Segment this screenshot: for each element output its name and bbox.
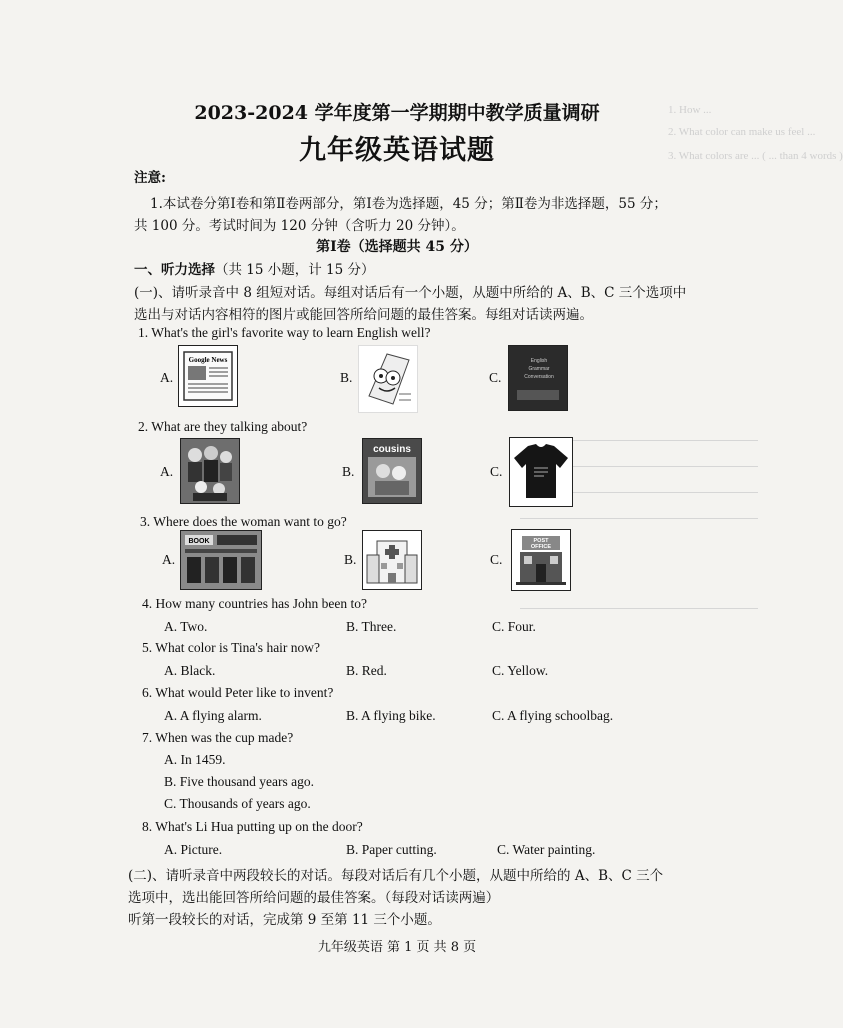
- tshirt-icon: [509, 437, 573, 507]
- option-a-label: A.: [162, 552, 176, 567]
- page-footer: 九年级英语 第 1 页 共 8 页: [317, 940, 477, 955]
- bleed-rule: [520, 518, 758, 519]
- svg-text:Conversation: Conversation: [524, 374, 554, 380]
- section1-note: （共 15 小题，计 15 分）: [215, 262, 375, 278]
- question-3: 3. Where does the woman want to go?: [140, 514, 347, 529]
- sub2-instruction-2: 选项中，选出能回答所给问题的最佳答案。（每段对话读两遍）: [128, 890, 500, 906]
- question-1: 1. What's the girl's favorite way to learn English well?: [138, 325, 431, 340]
- option-c: C. Water painting.: [497, 842, 596, 857]
- option-b-label: B.: [340, 370, 353, 385]
- bleed-rule: [520, 608, 758, 609]
- option-b-label: B.: [342, 464, 355, 479]
- question-2: 2. What are they talking about?: [138, 419, 308, 434]
- bookstore-icon: [180, 530, 262, 590]
- question-6: 6. What would Peter like to invent?: [142, 685, 334, 700]
- option-b: B. Red.: [346, 663, 387, 678]
- notice-line-2: 共 100 分。考试时间为 120 分钟（含听力 20 分钟）。: [134, 218, 465, 234]
- option-c: C. A flying schoolbag.: [492, 708, 614, 723]
- cousins-text: cousins: [373, 444, 411, 455]
- question-4: 4. How many countries has John been to?: [142, 596, 367, 611]
- option-b: B. Three.: [346, 619, 397, 634]
- sub1-instruction-1: (一)、请听录音中 8 组短对话。每组对话后有一个小题，从题中所给的 A、B、C 三个选项中: [134, 285, 687, 301]
- option-a-label: A.: [160, 464, 174, 479]
- sub2-instruction-1: (二)、请听录音中两段较长的对话。每段对话后有几个小题，从题中所给的 A、B、C 三个: [128, 868, 664, 884]
- section1-title: 一、听力选择: [134, 262, 215, 278]
- family-photo-icon: [180, 438, 240, 504]
- option-b: B. Five thousand years ago.: [164, 774, 314, 789]
- option-a: A. Two.: [164, 619, 208, 634]
- bleed-text: 3. What colors are ... ( ... than 4 words ): [668, 150, 843, 162]
- book-sign-text: BOOK: [188, 538, 210, 545]
- option-c: C. Thousands of years ago.: [164, 796, 311, 811]
- option-a: A. Picture.: [164, 842, 223, 857]
- question-5: 5. What color is Tina's hair now?: [142, 640, 321, 655]
- svg-text:Grammar: Grammar: [528, 366, 550, 372]
- option-c-label: C.: [489, 370, 502, 385]
- option-c: C. Four.: [492, 619, 536, 634]
- question-7: 7. When was the cup made?: [142, 730, 294, 745]
- option-b: B. Paper cutting.: [346, 842, 437, 857]
- exam-title: 2023-2024 学年度第一学期期中教学质量调研: [194, 102, 600, 124]
- newspaper-icon: [178, 345, 238, 407]
- option-b: B. A flying bike.: [346, 708, 436, 723]
- post-office-icon: [511, 529, 571, 591]
- sub2-instruction-3: 听第一段较长的对话，完成第 9 至第 11 三个小题。: [128, 912, 441, 928]
- textbook-icon: [508, 345, 568, 411]
- notice-line-1: 1.本试卷分第Ⅰ卷和第Ⅱ卷两部分，第Ⅰ卷为选择题，45 分；第Ⅱ卷为非选择题，55 分；: [150, 196, 667, 212]
- option-a: A. In 1459.: [164, 752, 226, 767]
- exam-subtitle: 九年级英语试题: [299, 135, 495, 166]
- option-c-label: C.: [490, 552, 503, 567]
- newspaper-masthead: Google News: [188, 356, 228, 364]
- option-c: C. Yellow.: [492, 663, 549, 678]
- svg-text:OFFICE: OFFICE: [530, 544, 552, 550]
- svg-text:English: English: [530, 358, 548, 364]
- hospital-icon: [362, 530, 422, 590]
- notice-label: 注意:: [134, 170, 166, 186]
- section1-heading: [134, 258, 375, 278]
- bleed-text: 2. What color can make us feel ...: [668, 126, 816, 138]
- cousins-book-icon: [362, 438, 422, 504]
- cartoon-book-icon: [358, 345, 418, 413]
- bleed-text: 1. How ...: [668, 104, 712, 116]
- option-b-label: B.: [344, 552, 357, 567]
- question-8: 8. What's Li Hua putting up on the door?: [142, 819, 363, 834]
- sub1-instruction-2: 选出与对话内容相符的图片或能回答所给问题的最佳答案。每组对话读两遍。: [134, 307, 593, 323]
- option-a: A. Black.: [164, 663, 216, 678]
- svg-text:POST: POST: [533, 538, 549, 544]
- option-a: A. A flying alarm.: [164, 708, 262, 723]
- option-c-label: C.: [490, 464, 503, 479]
- part1-title: 第Ⅰ卷（选择题共 45 分）: [316, 239, 478, 255]
- option-a-label: A.: [160, 370, 174, 385]
